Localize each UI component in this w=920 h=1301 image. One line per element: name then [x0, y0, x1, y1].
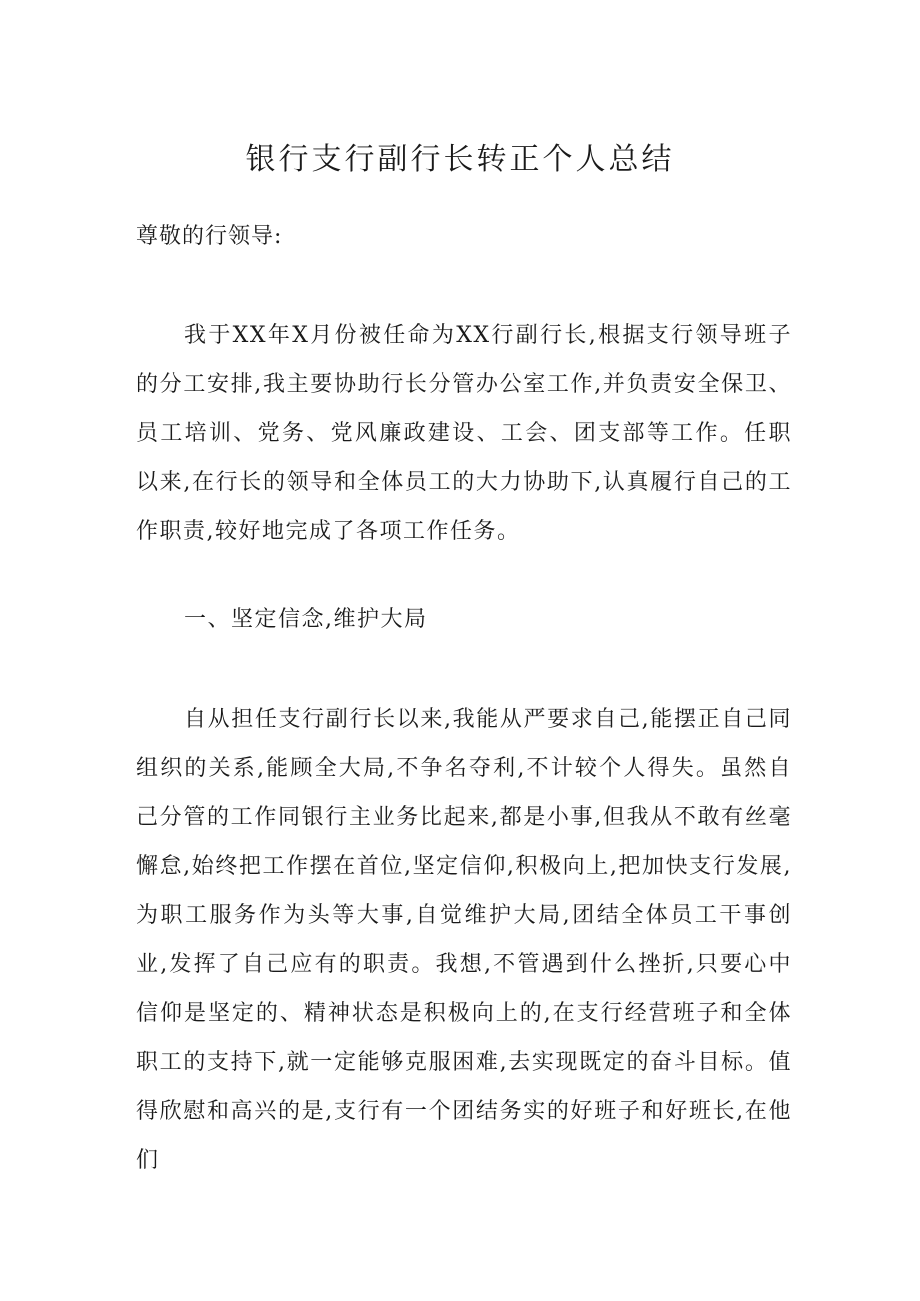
salutation: 尊敬的行领导:	[136, 224, 283, 249]
section-heading: 一、坚定信念,维护大局	[184, 607, 428, 632]
paragraph-intro: 我于XX年X月份被任命为XX行副行长,根据支行领导班子的分工安排,我主要协助行长分管办公室工作,并负责安全保卫、员工培训、党务、党风廉政建设、工会、团支部等工作。任职以来,在行长的领导和全体员工的大力协助下,认真履行自己的工作职责,较好地完成了各项工作任务。	[136, 323, 792, 544]
document-title: 银行支行副行长转正个人总结	[245, 142, 675, 177]
paragraph-section-1: 自从担任支行副行长以来,我能从严要求自己,能摆正自己同组织的关系,能顾全大局,不争名夺利,不计较个人得失。虽然自己分管的工作同银行主业务比起来,都是小事,但我从不敢有丝毫懈怠,始终把工作摆在首位,坚定信仰,积极向上,把加快支行发展,为职工服务作为头等大事,自觉维护大局,团结全体员工干事创业,发挥了自己应有的职责。我想,不管遇到什么挫折,只要心中信仰是坚定的、精神状态是积极向上的,在支行经营班子和全体职工的支持下,就一定能够克服困难,去实现既定的奋斗目标。值得欣慰和高兴的是,支行有一个团结务实的好班子和好班长,在他们	[136, 707, 792, 1173]
